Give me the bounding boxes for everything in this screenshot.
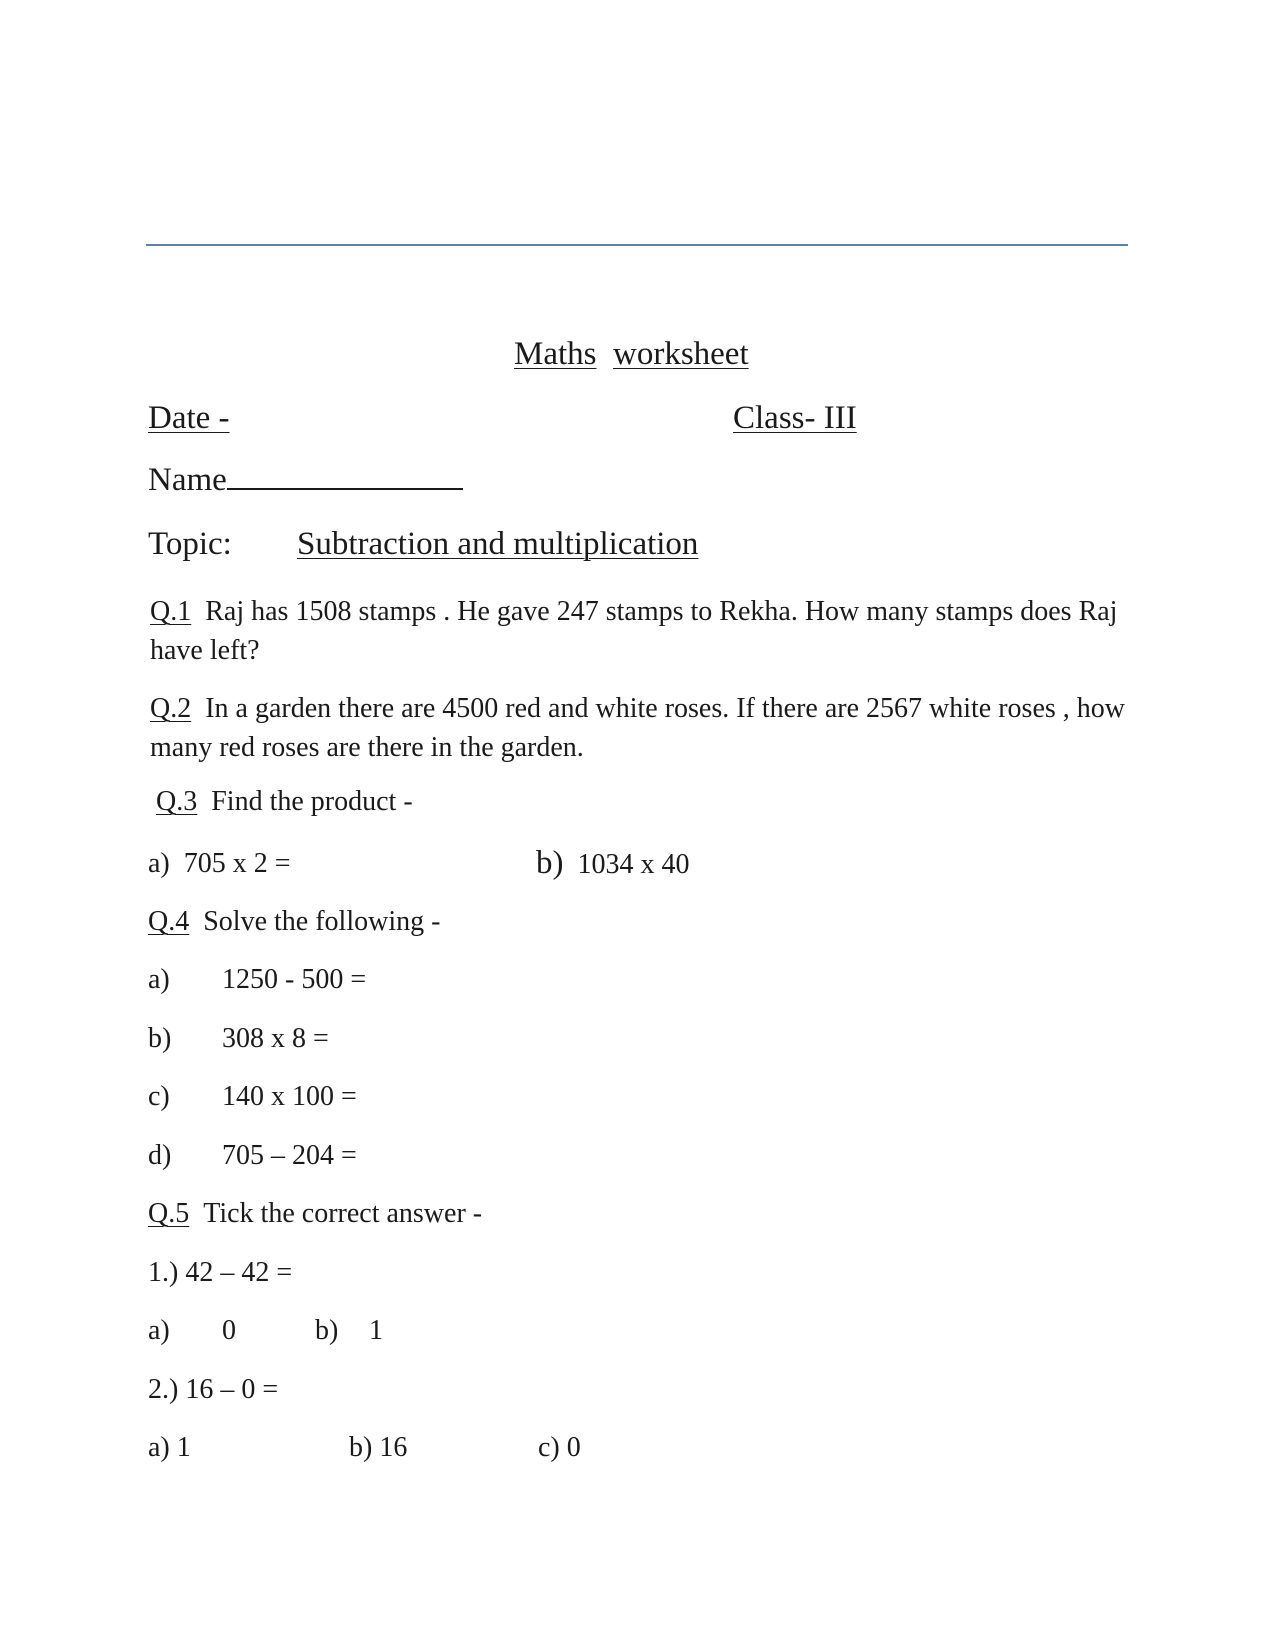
q5-sub2-option-b[interactable]: b) 16 (349, 1432, 408, 1463)
name-field[interactable] (148, 462, 463, 499)
q5-sub2-stem: 2.) 16 – 0 = (148, 1374, 279, 1405)
question-1-text: Raj has 1508 stamps . He gave 247 stamps to Rekha. How many stamps does Raj have left? (150, 596, 1118, 666)
q4-item-expr: 140 x 100 = (222, 1081, 357, 1112)
q5-sub1-option-a-label[interactable]: a) (148, 1315, 170, 1346)
question-4-text: Solve the following - (203, 906, 441, 937)
question-3 (150, 786, 413, 818)
q5-sub1-stem: 1.) 42 – 42 = (148, 1257, 293, 1288)
q4-item-label: a) (148, 964, 170, 995)
q5-sub2-option-a[interactable]: a) 1 (148, 1432, 191, 1463)
question-5 (148, 1198, 482, 1230)
question-2-text: In a garden there are 4500 red and white roses. If there are 2567 white roses , how many red roses are there in the garden. (150, 693, 1125, 763)
q4-item-label: b) (148, 1023, 172, 1054)
question-1 (150, 592, 1130, 670)
page-title (514, 336, 749, 373)
question-1-label: Q.1 (150, 596, 192, 627)
date-label: Date - (148, 400, 230, 436)
topic-value: Subtraction and multiplication (297, 526, 699, 562)
question-4-label: Q.4 (148, 906, 190, 937)
q5-sub1-option-b-label[interactable]: b) (315, 1315, 339, 1346)
header-rule (146, 244, 1128, 246)
q3-item-a-expr: 705 x 2 = (183, 848, 291, 879)
question-5-label: Q.5 (148, 1198, 190, 1229)
name-blank-line[interactable] (227, 487, 463, 490)
q3-item-b-label: b) (536, 845, 564, 881)
topic-label: Topic: (148, 526, 232, 562)
q4-item-label: c) (148, 1081, 170, 1112)
question-5-text: Tick the correct answer - (203, 1198, 483, 1229)
q3-item-b (536, 845, 690, 882)
q4-item-expr: 705 – 204 = (222, 1140, 357, 1171)
class-label: Class- III (733, 400, 857, 436)
q5-sub1-option-a-value[interactable]: 0 (222, 1315, 236, 1346)
q3-item-a-label: a) (148, 848, 170, 879)
title-word-worksheet: worksheet (613, 336, 749, 372)
question-4 (148, 906, 440, 938)
q3-item-a (148, 848, 291, 880)
q5-sub1-option-b-value[interactable]: 1 (369, 1315, 383, 1346)
q4-item-label: d) (148, 1140, 172, 1171)
title-word-maths: Maths (514, 336, 597, 372)
question-3-label: Q.3 (156, 786, 198, 817)
question-2 (150, 689, 1130, 767)
q4-item-expr: 308 x 8 = (222, 1023, 329, 1054)
q5-sub2-option-c[interactable]: c) 0 (538, 1432, 581, 1463)
name-label: Name (148, 462, 227, 498)
question-3-text: Find the product - (211, 786, 413, 817)
q3-item-b-expr: 1034 x 40 (577, 849, 690, 880)
q4-item-expr: 1250 - 500 = (222, 964, 367, 995)
question-2-label: Q.2 (150, 693, 192, 724)
